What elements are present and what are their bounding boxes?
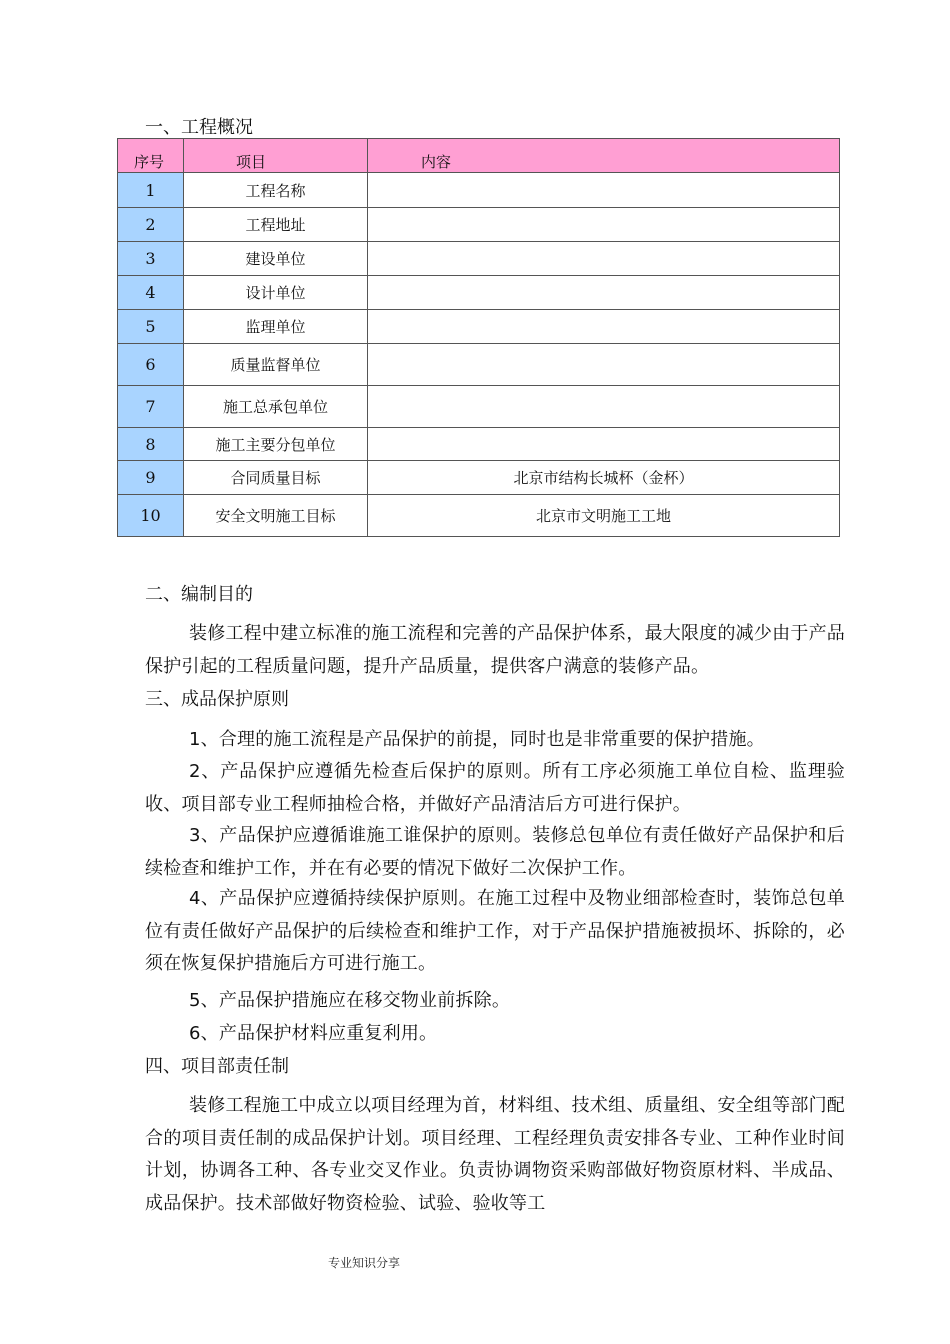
header-content: 内容	[368, 139, 840, 173]
table-row	[118, 344, 840, 386]
table-row	[118, 276, 840, 310]
principle-item: 1、合理的施工流程是产品保护的前提，同时也是非常重要的保护措施。	[189, 729, 765, 750]
principle-item: 4、产品保护应遵循持续保护原则。在施工过程中及物业细部检查时，装饰总包单位有责任做好产品保护的后续检查和维护工作，对于产品保护措施被损坏、拆除的，必须在恢复保护措施后方可进行施工。	[145, 888, 845, 974]
row-item: 设计单位	[184, 276, 368, 310]
row-num: 9	[118, 461, 184, 495]
page-footer: 专业知识分享	[328, 1256, 401, 1270]
principle-item: 2、产品保护应遵循先检查后保护的原则。所有工序必须施工单位自检、监理验收、项目部专业工程师抽检合格，并做好产品清洁后方可进行保护。	[145, 761, 845, 815]
row-num: 10	[118, 495, 184, 537]
table-row	[118, 208, 840, 242]
section-3-title: 三、成品保护原则	[145, 689, 289, 710]
row-num: 7	[118, 386, 184, 428]
row-item: 合同质量目标	[184, 461, 368, 495]
principle-item: 6、产品保护材料应重复利用。	[189, 1023, 438, 1044]
header-item: 项目	[184, 139, 368, 173]
row-num: 5	[118, 310, 184, 344]
row-item: 施工总承包单位	[184, 386, 368, 428]
section-2-title: 二、编制目的	[145, 584, 253, 605]
row-item: 建设单位	[184, 242, 368, 276]
table-row	[118, 428, 840, 461]
row-content	[368, 208, 840, 242]
row-item: 监理单位	[184, 310, 368, 344]
row-content	[368, 276, 840, 310]
row-item: 安全文明施工目标	[184, 495, 368, 537]
section-1-title: 一、工程概况	[145, 117, 253, 138]
table-row	[118, 173, 840, 208]
table-row	[118, 310, 840, 344]
principle-item: 3、产品保护应遵循谁施工谁保护的原则。装修总包单位有责任做好产品保护和后续检查和维护工作，并在有必要的情况下做好二次保护工作。	[145, 825, 845, 879]
row-content: 北京市结构长城杯（金杯）	[368, 461, 840, 495]
table-row	[118, 242, 840, 276]
row-num: 4	[118, 276, 184, 310]
row-num: 6	[118, 344, 184, 386]
row-content	[368, 173, 840, 208]
header-num: 序号	[118, 139, 184, 173]
row-content	[368, 242, 840, 276]
row-num: 2	[118, 208, 184, 242]
table-header-row	[118, 139, 840, 173]
section-4-title: 四、项目部责任制	[145, 1056, 289, 1077]
row-content	[368, 344, 840, 386]
row-num: 1	[118, 173, 184, 208]
table-row	[118, 495, 840, 537]
table-row	[118, 386, 840, 428]
row-item: 工程名称	[184, 173, 368, 208]
section-4-body: 装修工程施工中成立以项目经理为首，材料组、技术组、质量组、安全组等部门配合的项目责任制的成品保护计划。项目经理、工程经理负责安排各专业、工种作业时间计划，协调各工种、各专业交叉作业。负责协调物资采购部做好物资原材料、半成品、成品保护。技术部做好物资检验、试验、验收等工	[145, 1095, 845, 1214]
table-row	[118, 461, 840, 495]
row-content	[368, 386, 840, 428]
row-content	[368, 310, 840, 344]
row-num: 8	[118, 428, 184, 461]
row-item: 质量监督单位	[184, 344, 368, 386]
project-overview-table	[117, 138, 840, 537]
row-content	[368, 428, 840, 461]
row-content: 北京市文明施工工地	[368, 495, 840, 537]
row-item: 工程地址	[184, 208, 368, 242]
row-item: 施工主要分包单位	[184, 428, 368, 461]
principle-item: 5、产品保护措施应在移交物业前拆除。	[189, 990, 511, 1011]
row-num: 3	[118, 242, 184, 276]
section-2-body: 装修工程中建立标准的施工流程和完善的产品保护体系，最大限度的减少由于产品保护引起的工程质量问题，提升产品质量，提供客户满意的装修产品。	[145, 623, 845, 677]
